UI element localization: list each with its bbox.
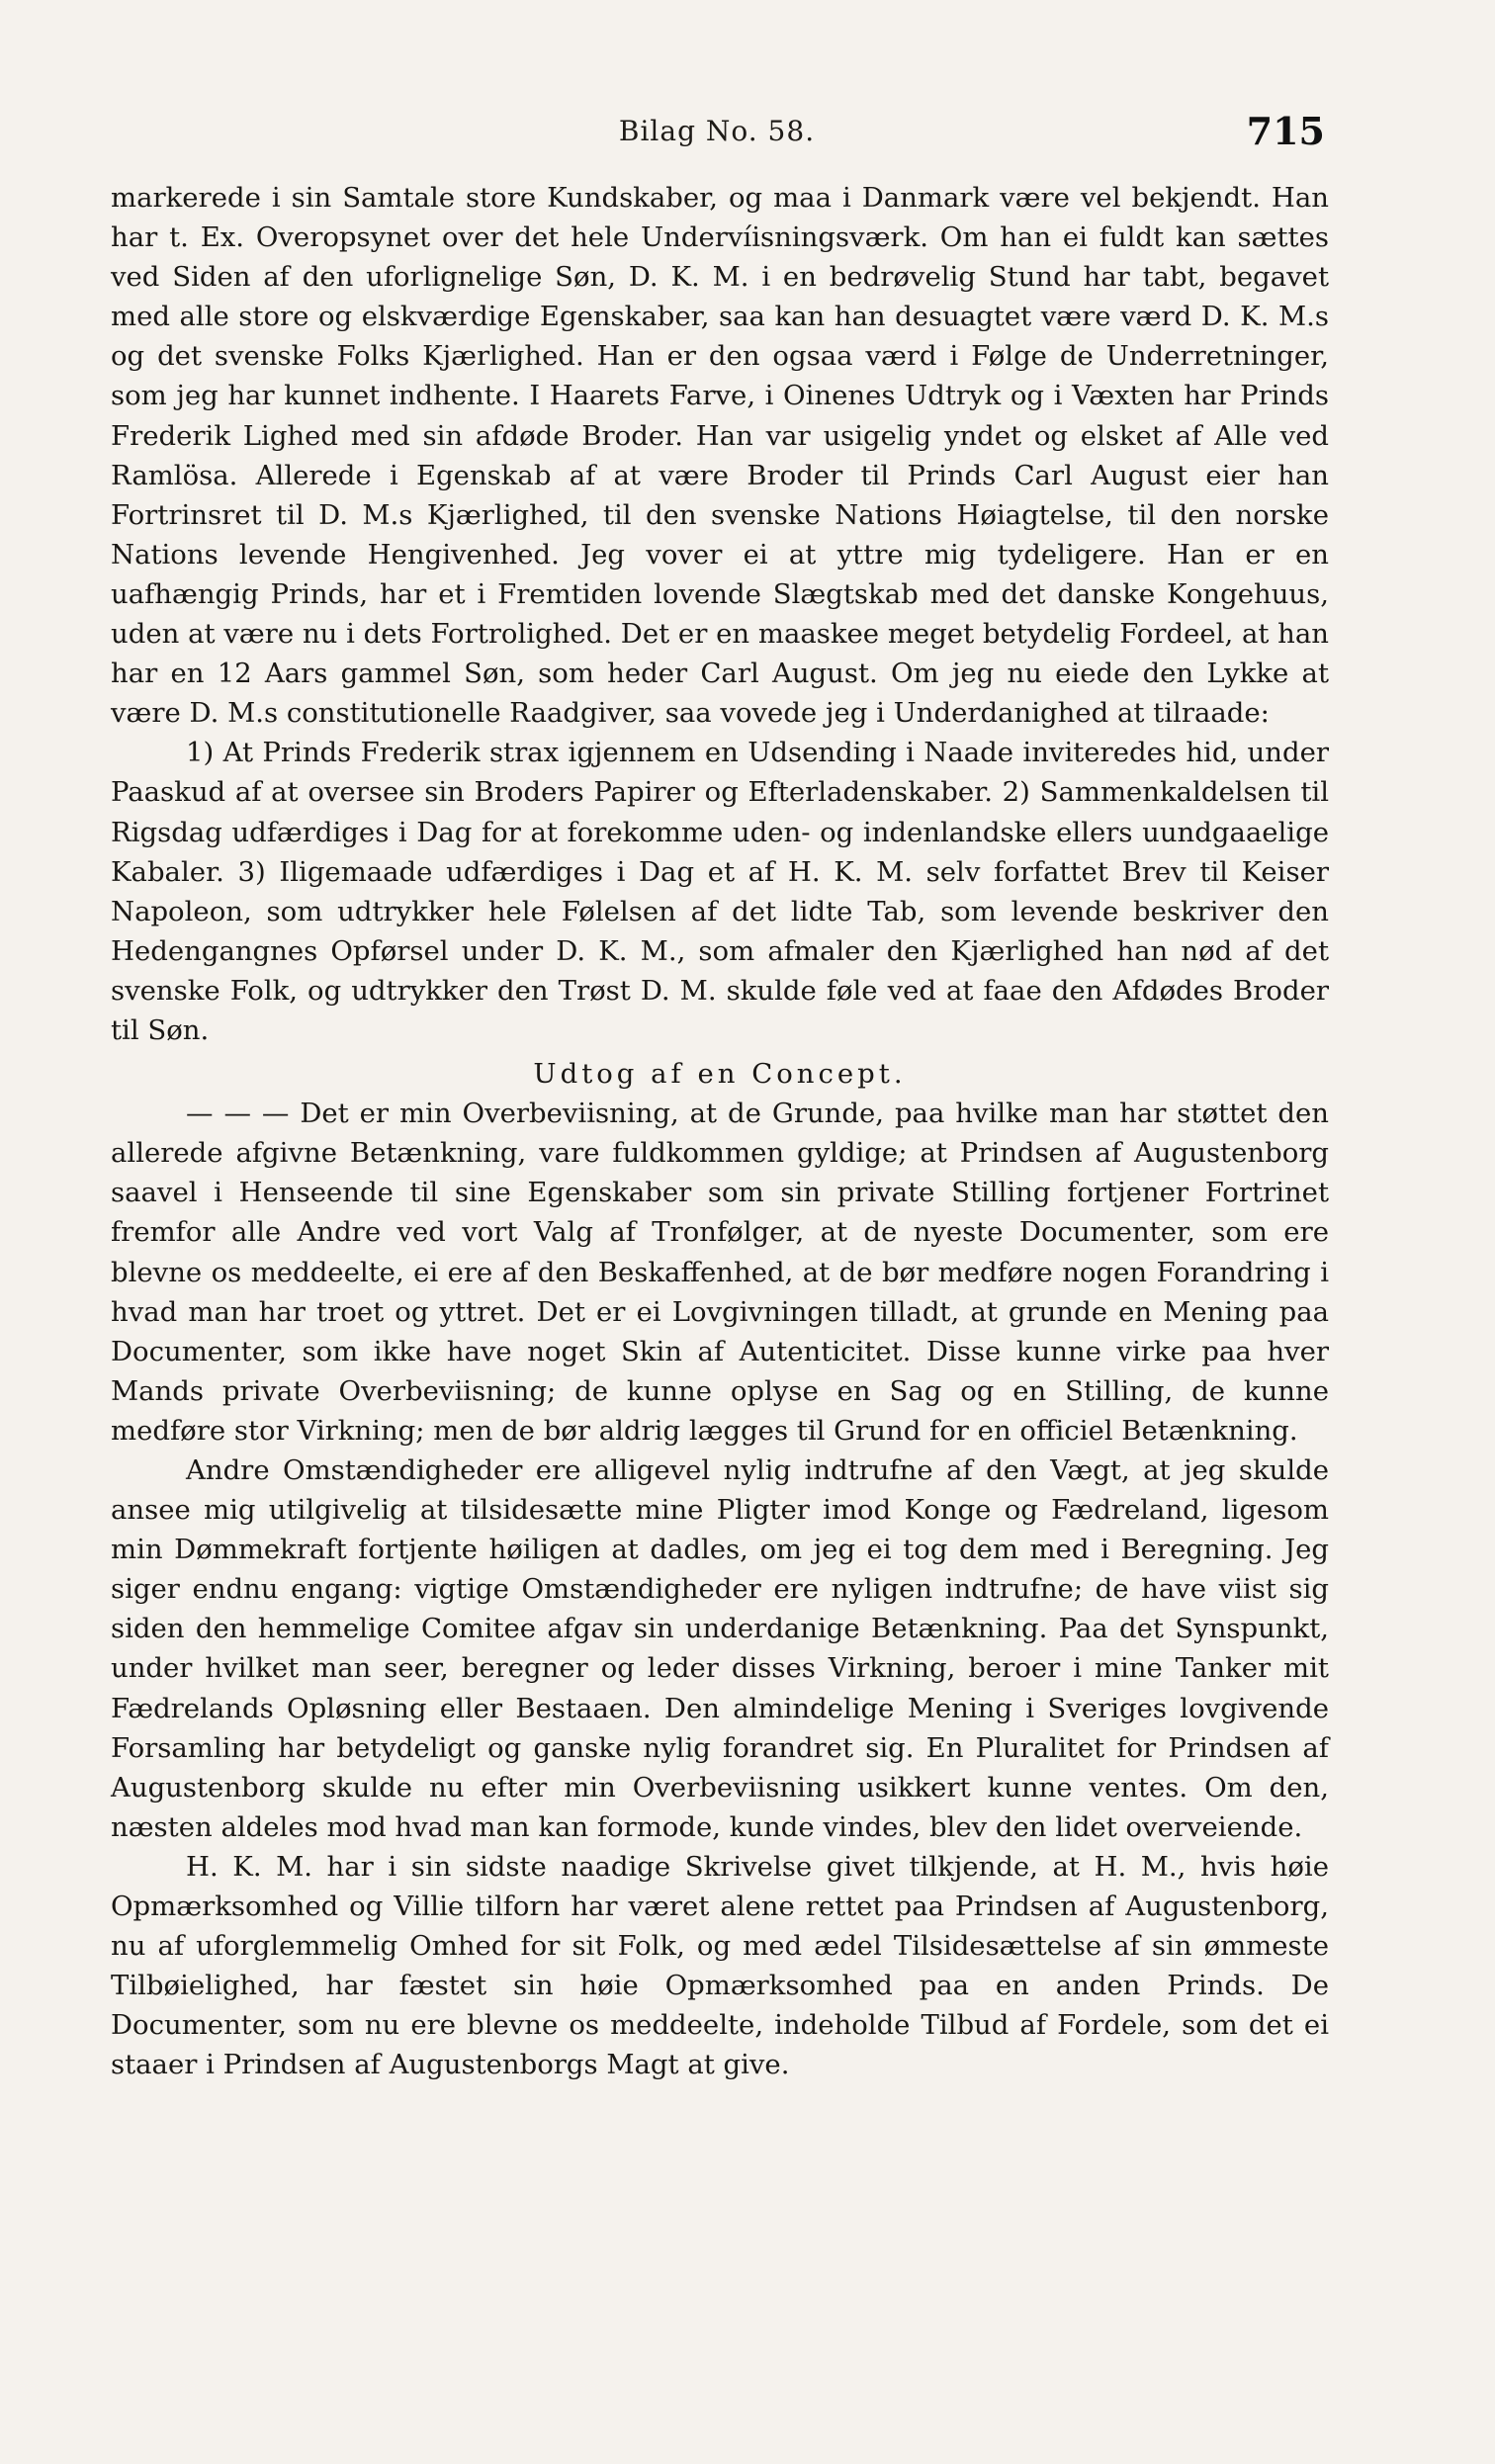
paragraph: markerede i sin Samtale store Kundskaber, og maa i Danmark være vel bekjendt. Han har t. Ex. Overopsynet over det hele Undervíisningsværk. Om han ei fuldt kan sættes ved Siden af den uforlignelige Søn, D. K. M. i en bedrøvelig Stund har tabt, begavet med alle store og elskværdige Egenskaber, saa kan han desuagtet være værd D. K. M.s og det svenske Folks Kjærlighed. Han er den ogsaa værd i Følge de Underretninger, som jeg har kunnet indhente. I Haarets Farve, i Oinenes Udtryk og i Væxten har Prinds Frederik Lighed med sin afdøde Broder. Han var usigelig yndet og elsket af Alle ved Ramlösa. Allerede i Egenskab af at være Broder til Prinds Carl August eier han Fortrinsret til D. M.s Kjærlighed, til den svenske Nations Høiagtelse, til den norske Nations levende Hengivenhed. Jeg vover ei at yttre mig tydeligere. Han er en uafhængig Prinds, har et i Fremtiden lovende Slægtskab med det danske Kongehuus, uden at være nu i dets Fortrolighed. Det er en maaskee meget betydelig Fordeel, at han har en 12 Aars gammel Søn, som heder Carl August. Om jeg nu eiede den Lykke at være D. M.s constitutionelle Raadgiver, saa vovede jeg i Underdanighed at tilraade: <box>111 182 1329 730</box>
section-heading: Udtog af en Concept. <box>533 1058 907 1091</box>
paragraph: — — — Det er min Overbeviisning, at de Grunde, paa hvilke man har støttet den allerede afgivne Betænkning, vare fuldkommen gyldige; at Prindsen af Augustenborg saavel i Henseende til sine Egenskaber som sin private Stilling fortjener Fortrinet fremfor alle Andre ved vort Valg af Tronfølger, at de nyeste Documenter, som ere blevne os meddeelte, ei ere af den Beskaffenhed, at de bør medføre nogen Forandring i hvad man har troet og yttret. Det er ei Lovgivningen tilladt, at grunde en Mening paa Documenter, som ikke have noget Skin af Autenticitet. Disse kunne virke paa hver Mands private Overbeviisning; de kunne oplyse en Sag og en Stilling, de kunne medføre stor Virkning; men de bør aldrig lægges til Grund for en officiel Betænkning. <box>111 1098 1329 1447</box>
paragraph: H. K. M. har i sin sidste naadige Skrivelse givet tilkjende, at H. M., hvis høie Opmærksomhed og Villie tilforn har været alene rettet paa Prindsen af Augustenborg, nu af uforglemmelig Omhed for sit Folk, og med ædel Tilsidesættelse af sin ømmeste Tilbøielighed, har fæstet sin høie Opmærksomhed paa en anden Prinds. De Documenter, som nu ere blevne os meddeelte, indeholde Tilbud af Fordele, som det ei staaer i Prindsen af Augustenborgs Magt at give. <box>111 1850 1329 2081</box>
running-head: Bilag No. 58. <box>618 115 816 147</box>
paragraph: 1) At Prinds Frederik strax igjennem en Udsending i Naade inviteredes hid, under Paaskud af at oversee sin Broders Papirer og Efterladenskaber. 2) Sammenkaldelsen til Rigsdag udfærdiges i Dag for at forekomme uden- og indenlandske ellers uundgaaelige Kabaler. 3) Iligemaade udfærdiges i Dag et af H. K. M. selv forfattet Brev til Keiser Napoleon, som udtrykker hele Følelsen af det lidte Tab, som levende beskriver den Hedengangnes Opførsel under D. K. M., som afmaler den Kjærlighed han nød af det svenske Folk, og udtrykker den Trøst D. M. skulde føle ved at faae den Afdødes Broder til Søn. <box>111 737 1329 1046</box>
page-number: 715 <box>1246 109 1325 153</box>
body-text <box>111 178 1329 2085</box>
page-header <box>109 109 1325 168</box>
paragraph: Andre Omstændigheder ere alligevel nylig indtrufne af den Vægt, at jeg skulde ansee mig utilgivelig at tilsidesætte mine Pligter imod Konge og Fædreland, ligesom min Dømmekraft fortjente høiligen at dadles, om jeg ei tog dem med i Beregning. Jeg siger endnu engang: vigtige Omstændigheder ere nyligen indtrufne; de have viist sig siden den hemmelige Comitee afgav sin underdanige Betænkning. Paa det Synspunkt, under hvilket man seer, beregner og leder disses Virkning, beroer i mine Tanker mit Fædrelands Opløsning eller Bestaaen. Den almindelige Mening i Sveriges lovgivende Forsamling har betydeligt og ganske nylig forandret sig. En Pluralitet for Prindsen af Augustenborg skulde nu efter min Overbeviisning usikkert kunne ventes. Om den, næsten aldeles mod hvad man kan formode, kunde vindes, blev den lidet overveiende. <box>111 1454 1329 1843</box>
